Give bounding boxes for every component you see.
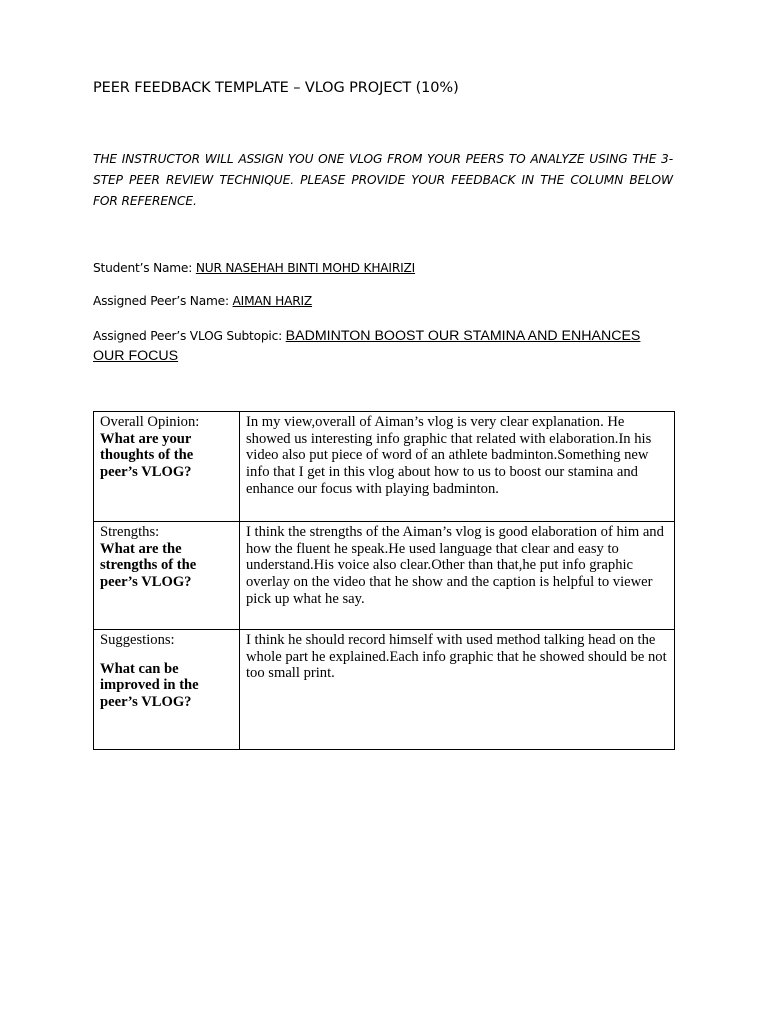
strengths-question: What are the strengths of the peer’s VLOG? [100,540,197,591]
feedback-table [93,411,675,750]
student-name-label: Student’s Name: [93,261,196,275]
vlog-subtopic-value: BADMINTON BOOST OUR STAMINA AND ENHANCES OUR FOCUS [93,328,641,364]
suggestions-label: Suggestions: [100,632,175,648]
instruction-text: THE INSTRUCTOR WILL ASSIGN YOU ONE VLOG FROM YOUR PEERS TO ANALYZE USING THE 3-STEP PEER REVIEW TECHNIQUE. PLEASE PROVIDE YOUR FEEDBACK IN THE COLUMN BELOW FOR REFERENCE. [93,152,673,208]
vlog-subtopic-field [93,326,673,366]
table-row [94,412,675,522]
overall-opinion-answer[interactable]: In my view,overall of Aiman’s vlog is very clear explanation. He showed us interesting info graphic that related with elaboration.In his video also put piece of word of an athlete badminton.Something new info that I get in this vlog about how to us to boost our stamina and enhance our focus with playing badminton. [240,412,675,522]
suggestions-answer[interactable]: I think he should record himself with used method talking head on the whole part he explained.Each info graphic that he showed should be not too small print. [240,630,675,750]
table-row [94,522,675,630]
suggestions-label-cell [94,630,240,750]
peer-name-value: AIMAN HARIZ [232,294,313,308]
strengths-answer[interactable]: I think the strengths of the Aiman’s vlog is good elaboration of him and how the fluent he speak.He used language that clear and easy to understand.His voice also clear.Other than that,he put info graphic overlay on the video that he show and the caption is helpful to viewer pick up what he say. [240,522,675,630]
peer-name-label: Assigned Peer’s Name: [93,294,233,308]
table-row [94,630,675,750]
student-name-value: NUR NASEHAH BINTI MOHD KHAIRIZI [195,261,416,275]
suggestions-question: What can be improved in the peer’s VLOG? [100,660,199,711]
student-name-field [93,261,415,275]
overall-opinion-label: Overall Opinion: [100,414,200,430]
strengths-label-cell [94,522,240,630]
overall-opinion-label-cell [94,412,240,522]
peer-name-field [93,294,312,308]
vlog-subtopic-label: Assigned Peer’s VLOG Subtopic: [93,329,286,343]
strengths-label: Strengths: [100,524,160,540]
overall-opinion-question: What are your thoughts of the peer’s VLOG? [100,430,194,481]
document-title: PEER FEEDBACK TEMPLATE – VLOG PROJECT (10%) [93,80,459,96]
